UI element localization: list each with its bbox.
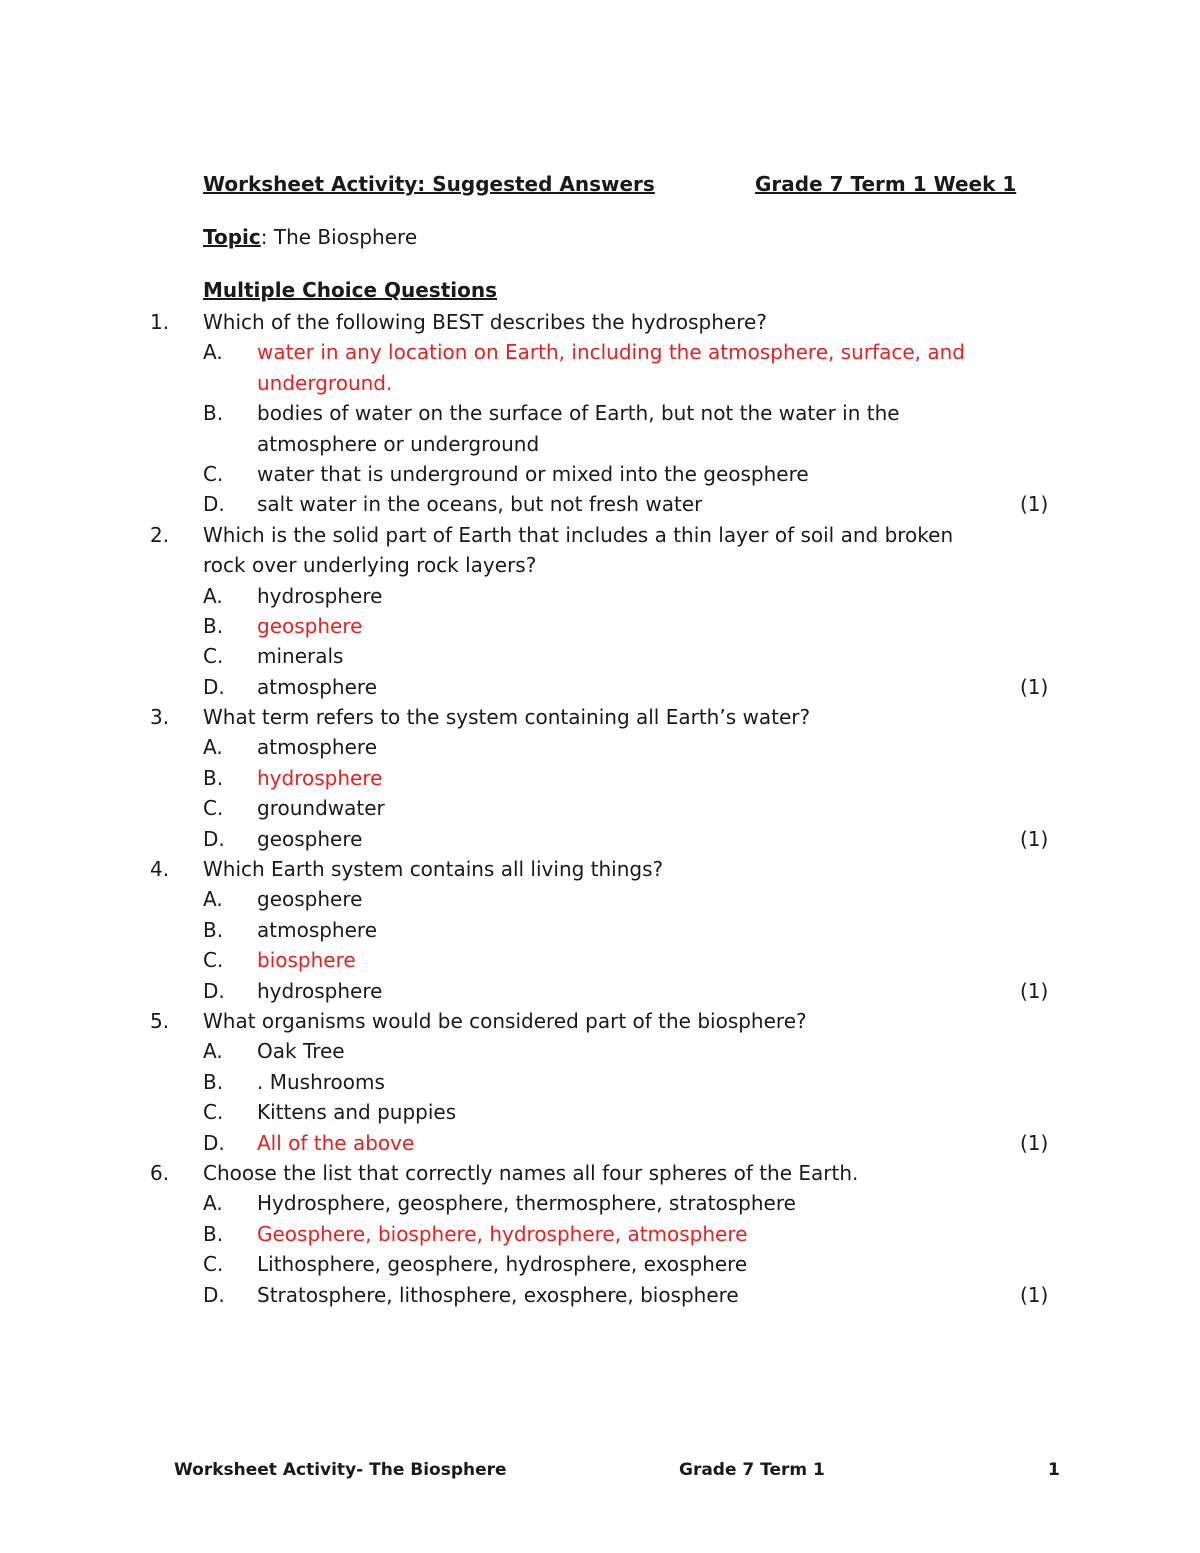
option-letter: C. [203, 948, 224, 973]
option-line [0, 1036, 1200, 1066]
option-letter: D. [203, 674, 225, 699]
option-line [0, 793, 1200, 823]
mark-allocation: (1) [1020, 674, 1049, 699]
option-line [0, 641, 1200, 671]
correct-answer-text: underground. [257, 370, 393, 395]
option-letter: C. [203, 461, 224, 486]
question-number: 2. [150, 522, 170, 547]
option-line [0, 824, 1200, 854]
option-line [0, 611, 1200, 641]
option-text: atmosphere [257, 917, 377, 942]
question-text-line [0, 307, 1200, 337]
option-text: geosphere [257, 826, 363, 851]
correct-answer-text: biosphere [257, 948, 356, 973]
option-letter: D. [203, 1282, 225, 1307]
option-line [0, 976, 1200, 1006]
question-item [0, 1006, 1200, 1158]
option-line [0, 884, 1200, 914]
option-line [0, 1128, 1200, 1158]
question-number: 1. [150, 310, 170, 334]
topic-separator: : [260, 225, 268, 249]
question-number: 6. [150, 1160, 170, 1185]
correct-answer-text: geosphere [257, 613, 363, 638]
option-letter: C. [203, 1252, 224, 1277]
option-text: Oak Tree [257, 1039, 345, 1064]
option-letter: D. [203, 978, 225, 1003]
option-letter: A. [203, 340, 223, 365]
option-letter: C. [203, 644, 224, 669]
option-letter: C. [203, 796, 224, 821]
question-item [0, 307, 1200, 520]
option-line [0, 672, 1200, 702]
option-line [0, 1219, 1200, 1249]
question-item [0, 1158, 1200, 1310]
question-text: Which Earth system contains all living things? [203, 857, 664, 882]
option-text: minerals [257, 644, 344, 669]
grade-term-week: Grade 7 Term 1 Week 1 [755, 172, 1017, 196]
option-text: Lithosphere, geosphere, hydrosphere, exosphere [257, 1252, 748, 1277]
option-line [0, 1067, 1200, 1097]
topic-value: The Biosphere [273, 225, 418, 249]
correct-answer-text: water in any location on Earth, including the atmosphere, surface, and [257, 340, 965, 365]
option-letter: B. [203, 917, 224, 942]
question-text-line [0, 550, 1200, 580]
question-text: Which is the solid part of Earth that includes a thin layer of soil and broken [203, 522, 954, 547]
question-text-line [0, 702, 1200, 732]
topic-label: Topic [203, 225, 261, 249]
option-text: Stratosphere, lithosphere, exosphere, biosphere [257, 1282, 739, 1307]
question-item [0, 854, 1200, 1006]
question-text: Choose the list that correctly names all four spheres of the Earth. [203, 1160, 859, 1185]
question-text: What term refers to the system containing all Earth’s water? [203, 705, 811, 730]
option-line [0, 581, 1200, 611]
option-letter: D. [203, 826, 225, 851]
option-line [0, 459, 1200, 489]
option-line [0, 945, 1200, 975]
question-text-line [0, 1158, 1200, 1188]
worksheet-title: Worksheet Activity: Suggested Answers [203, 172, 655, 196]
question-text: What organisms would be considered part of the biosphere? [203, 1008, 807, 1033]
question-number: 5. [150, 1008, 170, 1033]
option-text: Hydrosphere, geosphere, thermosphere, stratosphere [257, 1191, 796, 1216]
option-letter: D. [203, 492, 225, 517]
footer-grade-term: Grade 7 Term 1 [679, 1460, 825, 1480]
option-letter: D. [203, 1130, 225, 1155]
correct-answer-text: All of the above [257, 1130, 415, 1155]
question-text-line [0, 520, 1200, 550]
header [203, 172, 1017, 202]
option-line [0, 1280, 1200, 1310]
question-text-line [0, 854, 1200, 884]
option-letter: A. [203, 887, 223, 912]
option-text: atmosphere [257, 735, 377, 760]
option-text: groundwater [257, 796, 385, 821]
option-letter: B. [203, 613, 224, 638]
option-line [0, 1249, 1200, 1279]
option-line [0, 429, 1200, 459]
mark-allocation: (1) [1020, 1130, 1049, 1155]
option-letter: C. [203, 1100, 224, 1125]
option-line [0, 732, 1200, 762]
option-text: . Mushrooms [257, 1069, 385, 1094]
option-text: geosphere [257, 887, 363, 912]
question-text: rock over underlying rock layers? [203, 553, 537, 578]
option-letter: A. [203, 583, 223, 608]
option-letter: B. [203, 401, 224, 426]
option-letter: A. [203, 1191, 223, 1216]
question-text-line [0, 1006, 1200, 1036]
option-line [0, 398, 1200, 428]
footer-title: Worksheet Activity- The Biosphere [174, 1460, 507, 1480]
option-text: hydrosphere [257, 978, 383, 1003]
option-letter: B. [203, 765, 224, 790]
correct-answer-text: Geosphere, biosphere, hydrosphere, atmosphere [257, 1221, 748, 1246]
section-title: Multiple Choice Questions [203, 278, 498, 302]
option-text: hydrosphere [257, 583, 383, 608]
topic-line [203, 225, 417, 249]
option-text: salt water in the oceans, but not fresh water [257, 492, 703, 517]
option-text: atmosphere or underground [257, 431, 540, 456]
question-item [0, 520, 1200, 702]
option-text: atmosphere [257, 674, 377, 699]
mark-allocation: (1) [1020, 978, 1049, 1003]
option-line [0, 763, 1200, 793]
correct-answer-text: hydrosphere [257, 765, 383, 790]
option-line [0, 1188, 1200, 1218]
question-text: Which of the following BEST describes the hydrosphere? [203, 310, 767, 334]
question-number: 3. [150, 705, 170, 730]
option-line [0, 337, 1200, 367]
question-item [0, 702, 1200, 854]
option-letter: A. [203, 735, 223, 760]
option-letter: B. [203, 1221, 224, 1246]
mark-allocation: (1) [1020, 826, 1049, 851]
question-list [0, 307, 1200, 1310]
page-number: 1 [1048, 1460, 1060, 1480]
option-letter: A. [203, 1039, 223, 1064]
option-text: bodies of water on the surface of Earth, but not the water in the [257, 401, 900, 426]
mark-allocation: (1) [1020, 492, 1049, 517]
option-line [0, 489, 1200, 519]
option-letter: B. [203, 1069, 224, 1094]
option-line [0, 1097, 1200, 1127]
option-line [0, 915, 1200, 945]
option-line [0, 368, 1200, 398]
mark-allocation: (1) [1020, 1282, 1049, 1307]
option-text: Kittens and puppies [257, 1100, 457, 1125]
question-number: 4. [150, 857, 170, 882]
option-text: water that is underground or mixed into the geosphere [257, 461, 809, 486]
